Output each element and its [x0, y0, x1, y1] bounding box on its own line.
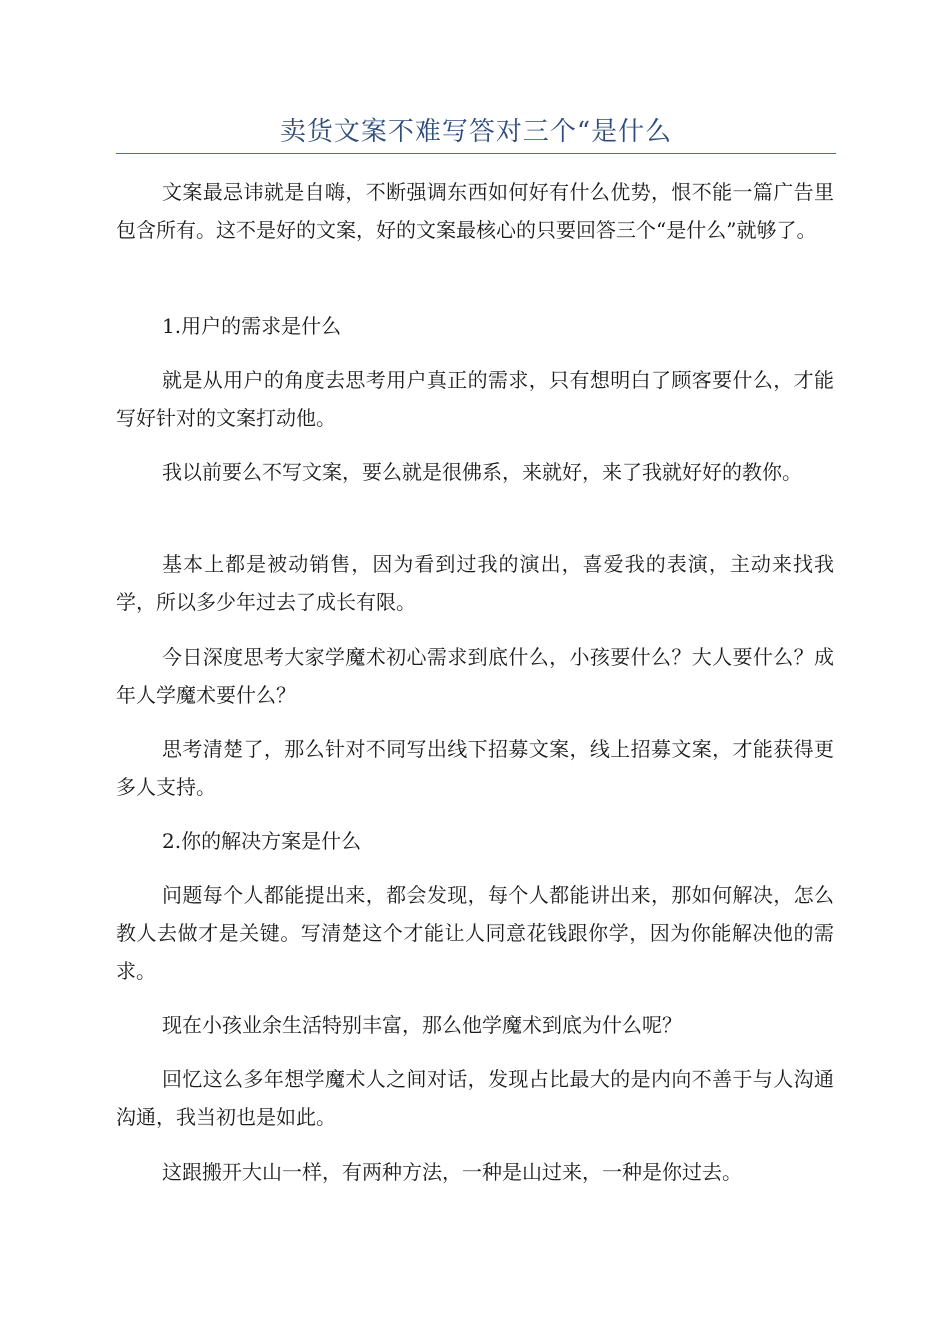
paragraph: 回忆这么多年想学魔术人之间对话，发现占比最大的是内向不善于与人沟通沟通，我当初也是如此。 — [116, 1067, 834, 1129]
paragraph: 问题每个人都能提出来，都会发现，每个人都能讲出来，那如何解决，怎么教人去做才是关键。写清楚这个才能让人同意花钱跟你学，因为你能解决他的需求。 — [116, 883, 834, 983]
paragraph: 现在小孩业余生活特别丰富，那么他学魔术到底为什么呢？ — [162, 1013, 682, 1037]
paragraph: 这跟搬开大山一样，有两种方法，一种是山过来，一种是你过去。 — [162, 1160, 742, 1184]
paragraph: 就是从用户的角度去思考用户真正的需求，只有想明白了顾客要什么，才能写好针对的文案打动他。 — [116, 368, 834, 430]
title-underline — [116, 153, 836, 154]
paragraph-intro: 文案最忌讳就是自嗨，不断强调东西如何好有什么优势，恨不能一篇广告里包含所有。这不是好的文案，好的文案最核心的只要回答三个“是什么”就够了。 — [116, 180, 834, 242]
paragraph: 思考清楚了，那么针对不同写出线下招募文案，线上招募文案，才能获得更多人支持。 — [116, 737, 834, 799]
document-title: 卖货文案不难写答对三个“是什么 — [279, 117, 673, 147]
paragraph: 基本上都是被动销售，因为看到过我的演出，喜爱我的表演，主动来找我学，所以多少年过去了成长有限。 — [116, 552, 834, 614]
paragraph: 今日深度思考大家学魔术初心需求到底什么，小孩要什么？大人要什么？成年人学魔术要什么？ — [116, 645, 834, 707]
section-heading-2: 2.你的解决方案是什么 — [162, 829, 362, 853]
section-heading-1: 1.用户的需求是什么 — [162, 314, 342, 338]
paragraph: 我以前要么不写文案，要么就是很佛系，来就好，来了我就好好的教你。 — [162, 460, 802, 484]
